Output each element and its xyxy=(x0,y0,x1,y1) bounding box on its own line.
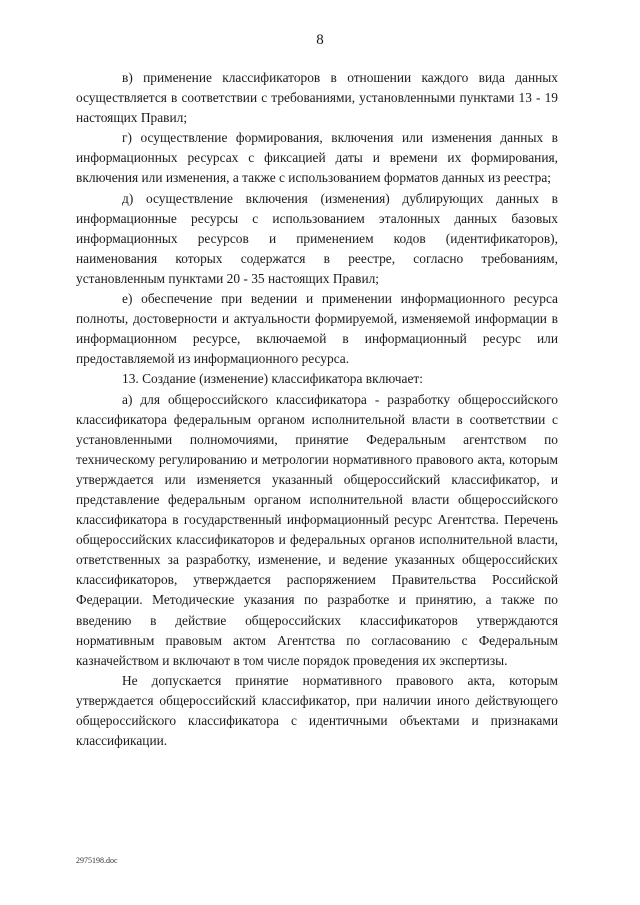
paragraph-v: в) применение классификаторов в отношении каждого вида данных осуществляется в соответствии с требованиями, установленными пунктами 13 - 19 настоящих Правил; xyxy=(76,70,558,126)
paragraph-e: е) обеспечение при ведении и применении информационного ресурса полноты, достоверности и актуальности формируемой, изменяемой информации в информационном ресурсе, включаемой в информационный ресурс или предоставляемой из информационного ресурса. xyxy=(76,291,558,367)
paragraph-a: а) для общероссийского классификатора - разработку общероссийского классификатора федеральным органом исполнительной власти в соответствии с установленными полномочиями, принятие Федеральным агентством по техническому регулированию и метрологии нормативного правового акта, которым утверждается или изменяется указанный общероссийский классификатор, и представление федеральным органом исполнительной власти общероссийского классификатора в государственный информационный ресурс Агентства. Перечень общероссийских классификаторов и федеральных органов исполнительной власти, ответственных за разработку, изменение, и ведение указанных общероссийских классификаторов, утверждается распоряжением Правительства Российской Федерации. Методические указания по разработке и принятию, а также по введению в действие общероссийских классификаторов утверждаются нормативным правовым актом Агентства по согласованию с Федеральным казначейством и включают в том числе порядок проведения их экспертизы. xyxy=(76,391,558,668)
section-13-heading: 13. Создание (изменение) классификатора включает: xyxy=(122,371,423,387)
paragraph-d: д) осуществление включения (изменения) дублирующих данных в информационные ресурсы с использованием эталонных данных базовых информационных ресурсов и применением кодов (идентификаторов), наименования которых содержатся в реестре, согласно требованиям, установленным пунктами 20 - 35 настоящих Правил; xyxy=(76,190,558,286)
paragraph-g: г) осуществление формирования, включения или изменения данных в информационных ресурсах с фиксацией даты и времени их формирования, включения или изменения, а также с использованием форматов данных из реестра; xyxy=(76,130,558,186)
document-body xyxy=(76,68,558,751)
document-filename: 2975198.doc xyxy=(76,856,118,865)
paragraph-prohibition: Не допускается принятие нормативного правового акта, которым утверждается общероссийский классификатор, при наличии иного действующего общероссийского классификатора с идентичными объектами и признаками классификации. xyxy=(76,672,558,749)
page-number: 8 xyxy=(316,32,324,48)
